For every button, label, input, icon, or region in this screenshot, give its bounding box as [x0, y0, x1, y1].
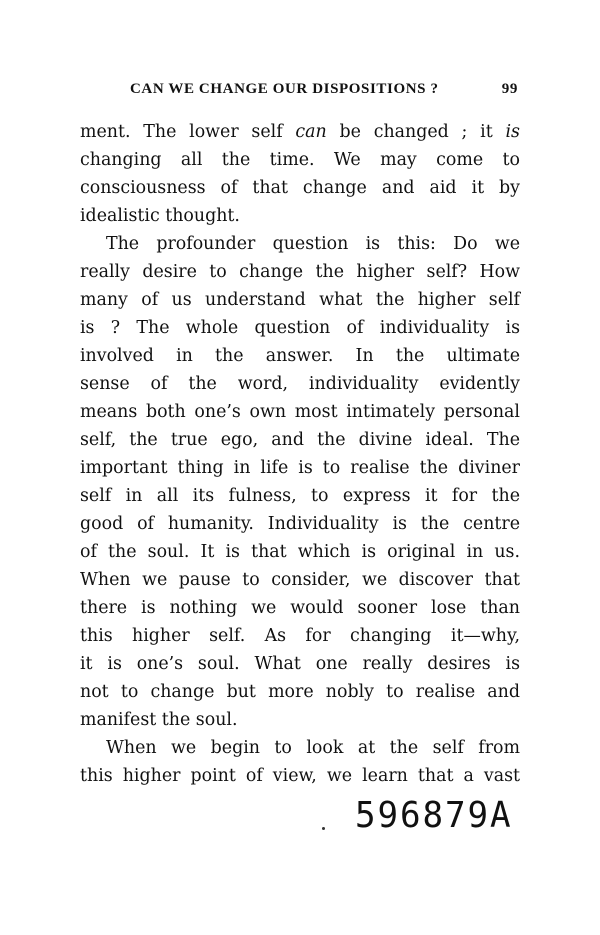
text-line: means both one’s own most intimately personal — [80, 402, 520, 422]
text-line: changing all the time. We may come to — [80, 150, 520, 170]
text-line: self in all its fulness, to express it for the — [80, 486, 520, 506]
text-line: this higher point of view, we learn that a vast — [80, 766, 520, 786]
library-stamp-number: 596879A — [355, 795, 513, 836]
text-line: idealistic thought. — [80, 206, 240, 226]
running-header — [130, 81, 518, 98]
text-line: self, the true ego, and the divine ideal. The — [80, 430, 520, 450]
text-line: good of humanity. Individuality is the centre — [80, 514, 520, 534]
text-line: many of us understand what the higher self — [80, 290, 520, 310]
emphasis-can: can — [295, 122, 327, 142]
text-line: The profounder question is this: Do we — [106, 234, 520, 254]
text-line: not to change but more nobly to realise and — [80, 682, 520, 702]
ink-speck — [322, 827, 325, 830]
text-line: is ? The whole question of individuality is — [80, 318, 520, 338]
text-line: important thing in life is to realise the diviner — [80, 458, 520, 478]
text-line: When we begin to look at the self from — [106, 738, 520, 758]
text-line: consciousness of that change and aid it by — [80, 178, 520, 198]
text-line: ment. The lower self can be changed ; it is — [80, 122, 520, 142]
text-line: this higher self. As for changing it—why, — [80, 626, 520, 646]
text-line: involved in the answer. In the ultimate — [80, 346, 520, 366]
text-line: sense of the word, individuality evidently — [80, 374, 520, 394]
page-number: 99 — [501, 81, 518, 97]
emphasis-is: is — [505, 122, 520, 142]
text-line: manifest the soul. — [80, 710, 238, 730]
text-line: there is nothing we would sooner lose than — [80, 598, 520, 618]
text-line: of the soul. It is that which is original in us. — [80, 542, 520, 562]
text-line: it is one’s soul. What one really desires is — [80, 654, 520, 674]
text-line: When we pause to consider, we discover that — [80, 570, 520, 590]
running-title: CAN WE CHANGE OUR DISPOSITIONS ? — [130, 81, 439, 97]
body-text — [80, 118, 520, 790]
text-line: really desire to change the higher self? How — [80, 262, 520, 282]
